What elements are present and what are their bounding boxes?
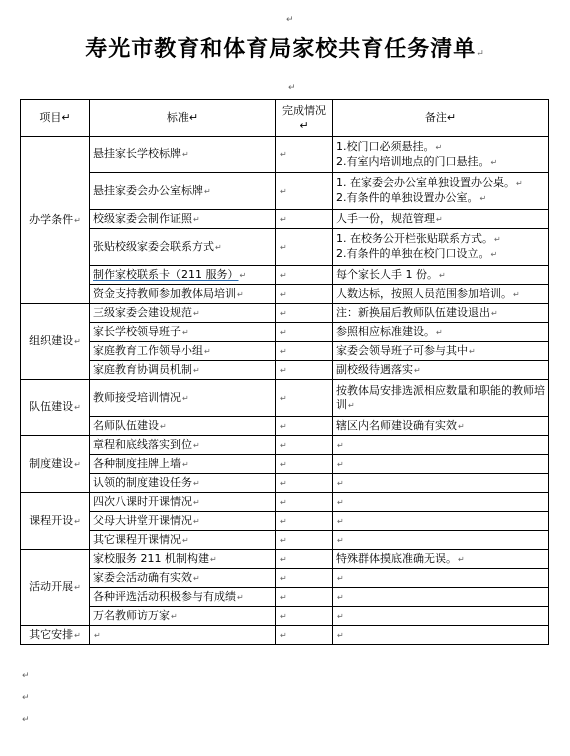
remarks-cell: 按教体局安排选派相应数量和职能的教师培训↵ bbox=[333, 380, 549, 417]
table-row bbox=[21, 210, 549, 229]
status-cell: ↵ bbox=[276, 474, 333, 493]
status-cell: ↵ bbox=[276, 304, 333, 323]
page-title bbox=[0, 38, 570, 60]
remarks-cell: 家委会领导班子可参与其中↵ bbox=[333, 342, 549, 361]
standard-cell: 资金支持教师参加教体局培训↵ bbox=[90, 285, 276, 304]
remarks-cell: 1. 在校务公开栏张贴联系方式。↵ 2.有条件的单独在校门口设立。↵ bbox=[333, 229, 549, 266]
remarks-cell: ↵ bbox=[333, 569, 549, 588]
paragraph-mark-bottom-2: ↵ bbox=[22, 693, 30, 703]
standard-cell: 各种制度挂牌上墙↵ bbox=[90, 455, 276, 474]
status-cell: ↵ bbox=[276, 323, 333, 342]
table-row bbox=[21, 569, 549, 588]
standard-cell: 家委会活动确有实效↵ bbox=[90, 569, 276, 588]
remarks-cell: ↵ bbox=[333, 531, 549, 550]
remarks-cell: 每个家长人手 1 份。↵ bbox=[333, 266, 549, 285]
status-cell: ↵ bbox=[276, 417, 333, 436]
table-row bbox=[21, 474, 549, 493]
standard-cell: 校级家委会制作证照↵ bbox=[90, 210, 276, 229]
table-row bbox=[21, 229, 549, 266]
table-row bbox=[21, 626, 549, 645]
table-row bbox=[21, 531, 549, 550]
standard-cell: 万名教师访万家↵ bbox=[90, 607, 276, 626]
standard-cell: ↵ bbox=[90, 626, 276, 645]
status-cell: ↵ bbox=[276, 550, 333, 569]
standard-cell: 家校服务 211 机制构建↵ bbox=[90, 550, 276, 569]
status-cell: ↵ bbox=[276, 455, 333, 474]
status-cell: ↵ bbox=[276, 173, 333, 210]
paragraph-mark-bottom-3: ↵ bbox=[22, 715, 30, 725]
standard-cell: 家庭教育协调员机制↵ bbox=[90, 361, 276, 380]
table-row bbox=[21, 285, 549, 304]
status-cell: ↵ bbox=[276, 229, 333, 266]
standard-cell: 四次八课时开课情况↵ bbox=[90, 493, 276, 512]
table-row bbox=[21, 342, 549, 361]
standard-cell: 悬挂家委会办公室标牌↵ bbox=[90, 173, 276, 210]
remarks-cell: 特殊群体摸底准确无误。↵ bbox=[333, 550, 549, 569]
table-header-row bbox=[21, 100, 549, 137]
table-row bbox=[21, 266, 549, 285]
category-cell-team: 队伍建设↵ bbox=[21, 380, 90, 436]
category-cell-system: 制度建设↵ bbox=[21, 436, 90, 493]
standard-cell: 章程和底线落实到位↵ bbox=[90, 436, 276, 455]
category-cell-school-conditions: 办学条件↵ bbox=[21, 137, 90, 304]
standard-cell: 各种评选活动积极参与有成绩↵ bbox=[90, 588, 276, 607]
standard-cell: 其它课程开课情况↵ bbox=[90, 531, 276, 550]
table-row bbox=[21, 493, 549, 512]
status-cell: ↵ bbox=[276, 285, 333, 304]
table-row bbox=[21, 137, 549, 173]
status-cell: ↵ bbox=[276, 512, 333, 531]
remarks-cell: ↵ bbox=[333, 588, 549, 607]
status-cell: ↵ bbox=[276, 266, 333, 285]
table-row bbox=[21, 417, 549, 436]
table-row bbox=[21, 588, 549, 607]
remarks-cell: ↵ bbox=[333, 512, 549, 531]
header-item: 项目↵ bbox=[21, 100, 90, 137]
standard-cell: 家长学校领导班子↵ bbox=[90, 323, 276, 342]
status-cell: ↵ bbox=[276, 137, 333, 173]
status-cell: ↵ bbox=[276, 380, 333, 417]
status-cell: ↵ bbox=[276, 607, 333, 626]
paragraph-mark-top: ↵ bbox=[286, 15, 294, 25]
table-row bbox=[21, 323, 549, 342]
table-row bbox=[21, 436, 549, 455]
remarks-cell: 注：新换届后教师队伍建设退出↵ bbox=[333, 304, 549, 323]
remarks-cell: 人手一份，规范管理↵ bbox=[333, 210, 549, 229]
table-row bbox=[21, 455, 549, 474]
category-cell-other: 其它安排↵ bbox=[21, 626, 90, 645]
remarks-cell: ↵ bbox=[333, 474, 549, 493]
header-standard: 标准↵ bbox=[90, 100, 276, 137]
table-row bbox=[21, 173, 549, 210]
standard-cell: 名师队伍建设↵ bbox=[90, 417, 276, 436]
status-cell: ↵ bbox=[276, 569, 333, 588]
standard-cell: 家庭教育工作领导小组↵ bbox=[90, 342, 276, 361]
header-status: 完成情况↵ bbox=[276, 100, 333, 137]
standard-cell: 认领的制度建设任务↵ bbox=[90, 474, 276, 493]
remarks-cell: ↵ bbox=[333, 493, 549, 512]
standard-cell: 教师接受培训情况↵ bbox=[90, 380, 276, 417]
status-cell: ↵ bbox=[276, 210, 333, 229]
category-cell-activities: 活动开展↵ bbox=[21, 550, 90, 626]
table-row bbox=[21, 512, 549, 531]
remarks-cell: 1.校门口必须悬挂。↵ 2.有室内培训地点的门口悬挂。↵ bbox=[333, 137, 549, 173]
status-cell: ↵ bbox=[276, 588, 333, 607]
standard-cell: 三级家委会建设规范↵ bbox=[90, 304, 276, 323]
status-cell: ↵ bbox=[276, 342, 333, 361]
standard-cell: 悬挂家长学校标牌↵ bbox=[90, 137, 276, 173]
remarks-cell: 1. 在家委会办公室单独设置办公桌。↵ 2.有条件的单独设置办公室。↵ bbox=[333, 173, 549, 210]
remarks-cell: ↵ bbox=[333, 607, 549, 626]
status-cell: ↵ bbox=[276, 436, 333, 455]
category-cell-organization: 组织建设↵ bbox=[21, 304, 90, 380]
status-cell: ↵ bbox=[276, 493, 333, 512]
task-list-table bbox=[20, 99, 549, 645]
paragraph-mark-bottom-1: ↵ bbox=[22, 671, 30, 681]
header-remarks: 备注↵ bbox=[333, 100, 549, 137]
table-row bbox=[21, 607, 549, 626]
table-row bbox=[21, 550, 549, 569]
remarks-cell: 人数达标，按照人员范围参加培训。↵ bbox=[333, 285, 549, 304]
table-row bbox=[21, 380, 549, 417]
standard-cell: 张贴校级家委会联系方式↵ bbox=[90, 229, 276, 266]
table-row bbox=[21, 304, 549, 323]
remarks-cell: ↵ bbox=[333, 626, 549, 645]
table-row bbox=[21, 361, 549, 380]
status-cell: ↵ bbox=[276, 626, 333, 645]
paragraph-mark-after-title: ↵ bbox=[288, 83, 296, 93]
category-cell-courses: 课程开设↵ bbox=[21, 493, 90, 550]
remarks-cell: 参照相应标准建设。↵ bbox=[333, 323, 549, 342]
title-paragraph-mark: ↵ bbox=[476, 49, 485, 59]
title-text: 寿光市教育和体育局家校共育任务清单 bbox=[85, 36, 477, 62]
remarks-cell: ↵ bbox=[333, 436, 549, 455]
remarks-cell: 副校级待遇落实↵ bbox=[333, 361, 549, 380]
status-cell: ↵ bbox=[276, 531, 333, 550]
status-cell: ↵ bbox=[276, 361, 333, 380]
standard-cell: 制作家校联系卡（211 服务）↵ bbox=[90, 266, 276, 285]
remarks-cell: 辖区内名师建设确有实效↵ bbox=[333, 417, 549, 436]
remarks-cell: ↵ bbox=[333, 455, 549, 474]
standard-cell: 父母大讲堂开课情况↵ bbox=[90, 512, 276, 531]
